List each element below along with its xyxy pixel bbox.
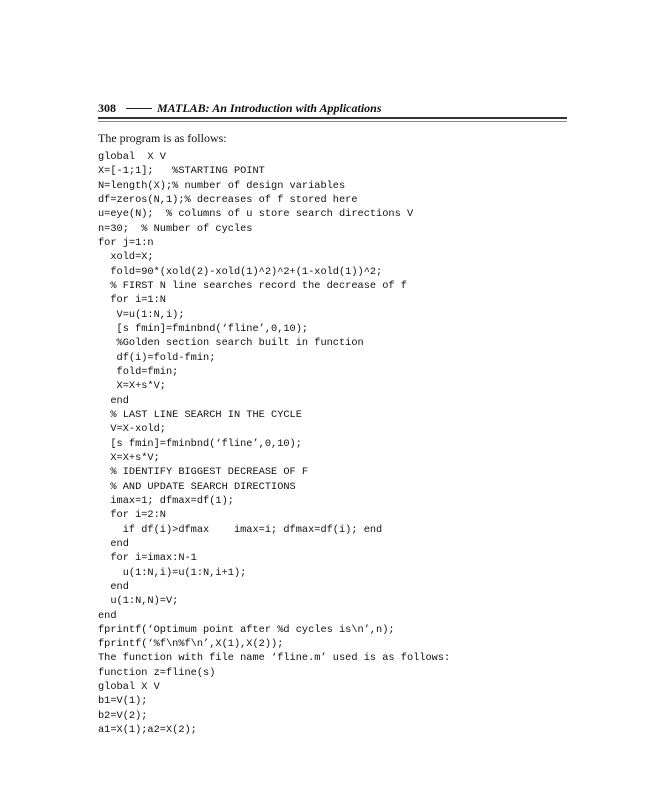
code-line: b2=V(2);: [98, 709, 148, 722]
page-number: 308: [98, 101, 116, 115]
code-line: df(i)=fold-fmin;: [98, 351, 216, 364]
code-line: xold=X;: [98, 251, 154, 264]
code-line: V=X-xold;: [98, 423, 166, 436]
code-line: The function with file name ‘fline.m’ used is as follows:: [98, 652, 451, 665]
code-line: N=length(X);% number of design variables: [98, 179, 346, 192]
code-line: fold=fmin;: [98, 365, 179, 378]
code-line: n=30; % Number of cycles: [98, 222, 253, 235]
code-line: X=X+s*V;: [98, 380, 166, 393]
code-line: end: [98, 394, 129, 407]
header-rule-thin: [98, 121, 567, 122]
header-dash: [126, 108, 152, 109]
code-line: end: [98, 580, 129, 593]
code-line: fprintf(‘%f\n%f\n’,X(1),X(2));: [98, 638, 284, 651]
code-line: [s fmin]=fminbnd(‘fline’,0,10);: [98, 322, 309, 335]
code-line: for i=2:N: [98, 509, 166, 522]
code-line: X=X+s*V;: [98, 451, 160, 464]
code-line: % IDENTIFY BIGGEST DECREASE OF F: [98, 466, 309, 479]
code-line: for j=1:n: [98, 236, 154, 249]
code-listing: [98, 150, 450, 737]
code-line: for i=imax:N-1: [98, 552, 197, 565]
code-line: end: [98, 537, 129, 550]
code-line: global X V: [98, 681, 160, 694]
header-rule-thick: [98, 117, 567, 119]
code-line: X=[-1;1]; %STARTING POINT: [98, 165, 265, 178]
code-line: for i=1:N: [98, 294, 166, 307]
code-line: end: [98, 609, 117, 622]
code-line: % LAST LINE SEARCH IN THE CYCLE: [98, 408, 302, 421]
code-line: df=zeros(N,1);% decreases of f stored here: [98, 193, 358, 206]
code-line: % AND UPDATE SEARCH DIRECTIONS: [98, 480, 296, 493]
intro-text: The program is as follows:: [98, 131, 227, 145]
code-line: % FIRST N line searches record the decrease of f: [98, 279, 407, 292]
code-line: u=eye(N); % columns of u store search directions V: [98, 208, 414, 221]
running-title: MATLAB: An Introduction with Applications: [157, 101, 382, 115]
code-line: [s fmin]=fminbnd(‘fline’,0,10);: [98, 437, 302, 450]
code-line: u(1:N,N)=V;: [98, 595, 179, 608]
code-line: global X V: [98, 151, 166, 163]
code-line: imax=1; dfmax=df(1);: [98, 494, 234, 507]
code-line: fprintf(‘Optimum point after %d cycles is\n’,n);: [98, 623, 395, 636]
code-line: fold=90*(xold(2)-xold(1)^2)^2+(1-xold(1))^2;: [98, 265, 383, 278]
code-line: %Golden section search built in function: [98, 337, 364, 350]
code-line: u(1:N,i)=u(1:N,i+1);: [98, 566, 247, 579]
code-line: V=u(1:N,i);: [98, 308, 185, 321]
code-line: function z=fline(s): [98, 666, 216, 679]
code-line: a1=X(1);a2=X(2);: [98, 724, 197, 737]
code-line: if df(i)>dfmax imax=i; dfmax=df(i); end: [98, 523, 383, 536]
code-line: b1=V(1);: [98, 695, 148, 708]
